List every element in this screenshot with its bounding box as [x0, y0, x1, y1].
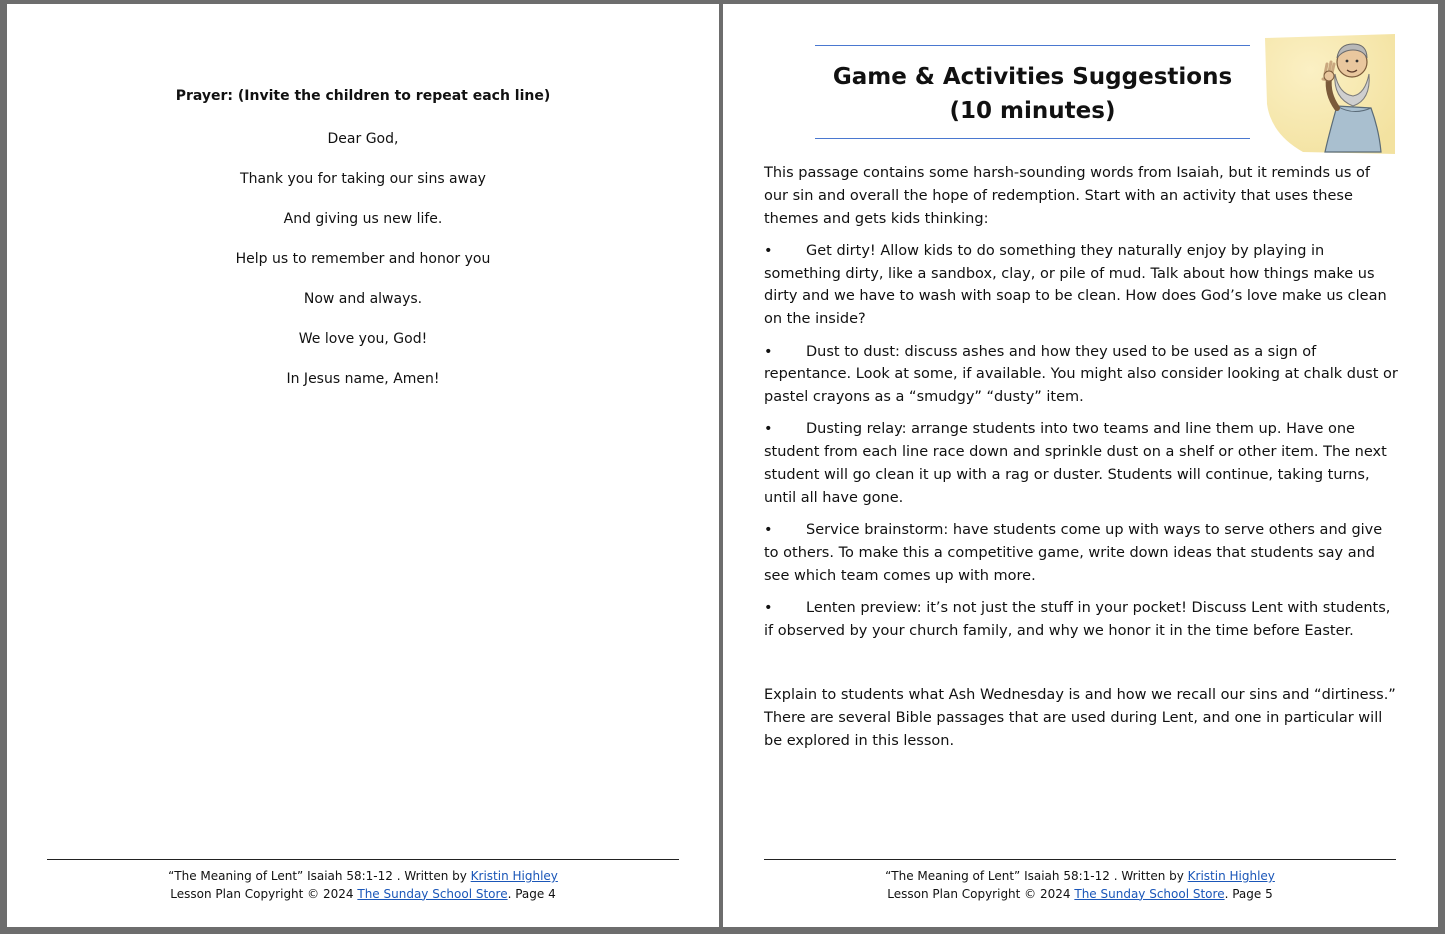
footer-divider: [764, 859, 1396, 860]
activities-content: [764, 162, 1398, 762]
bullet-icon: •: [764, 242, 773, 259]
author-link[interactable]: Kristin Highley: [470, 869, 558, 883]
store-link[interactable]: The Sunday School Store: [357, 886, 508, 901]
list-item-text: Service brainstorm: have students come up with ways to serve others and give to others. To make this a competitive game, write down ideas that students say and see which team comes up with more.: [764, 522, 1383, 584]
closing-paragraph: Explain to students what Ash Wednesday is and how we recall our sins and “dirtiness.” There are several Bible passages that are used during Lent, and one in particular will be explored in this lesson.: [764, 687, 1396, 749]
prayer-heading: Prayer: (Invite the children to repeat each line): [175, 88, 551, 104]
prayer-line: Help us to remember and honor you: [235, 251, 491, 267]
section-title: [815, 60, 1250, 128]
author-link[interactable]: Kristin Highley: [1187, 869, 1275, 883]
footer-line-2: [47, 886, 679, 904]
prayer-line: Thank you for taking our sins away: [240, 171, 486, 187]
footer-copyright: Lesson Plan Copyright © 2024: [170, 886, 358, 901]
page-4: [7, 4, 719, 927]
list-item-text: Get dirty! Allow kids to do something they naturally enjoy by playing in something dirty, like a sandbox, clay, or pile of mud. Talk about how things make us dirty and we have to wash with soap to be clean. How does God’s love make us clean on the inside?: [764, 242, 1387, 328]
title-line-1: Game & Activities Suggestions: [832, 64, 1233, 90]
list-item: [764, 519, 1398, 587]
list-item: [764, 418, 1398, 509]
list-item: [764, 341, 1398, 409]
footer-line-1: [764, 868, 1396, 886]
list-item-text: Lenten preview: it’s not just the stuff in your pocket! Discuss Lent with students, if observed by your church family, and why we honor it in the time before Easter.: [764, 600, 1391, 639]
title-rule-top: [815, 45, 1250, 46]
store-link[interactable]: The Sunday School Store: [1074, 886, 1225, 901]
prayer-line: In Jesus name, Amen!: [286, 371, 440, 387]
prayer-line: And giving us new life.: [283, 211, 443, 227]
list-item-text: Dust to dust: discuss ashes and how they used to be used as a sign of repentance. Look at some, if available. You might also consider looking at chalk dust or pastel crayons as a “smudgy” “dusty” item.: [764, 343, 1398, 406]
bullet-icon: •: [764, 522, 773, 539]
list-item-text: Dusting relay: arrange students into two teams and line them up. Have one student from each line race down and sprinkle dust on a shelf or other item. The next student will go clean it up with a rag or duster. Students will continue, taking turns, until all have gone.: [764, 421, 1387, 506]
footer-divider: [47, 859, 679, 860]
intro-paragraph: This passage contains some harsh-sounding words from Isaiah, but it reminds us of our sin and overall the hope of redemption. Start with an activity that uses these themes and gets kids thinking:: [764, 165, 1370, 227]
title-line-2: (10 minutes): [949, 98, 1116, 124]
footer-credit: “The Meaning of Lent” Isaiah 58:1-12 . Written by: [885, 869, 1188, 883]
page-footer: [47, 868, 679, 903]
footer-line-1: [47, 868, 679, 886]
bullet-icon: •: [764, 600, 773, 617]
bullet-icon: •: [764, 421, 773, 438]
isaiah-illustration: [1263, 34, 1395, 154]
prayer-line: We love you, God!: [298, 331, 428, 347]
prayer-lines: [7, 128, 719, 408]
title-rule-bottom: [815, 138, 1250, 139]
prayer-line: Dear God,: [327, 131, 399, 147]
footer-credit: “The Meaning of Lent” Isaiah 58:1-12 . Written by: [168, 869, 471, 883]
prayer-line: Now and always.: [303, 291, 423, 307]
bullet-icon: •: [764, 343, 773, 360]
page-number: . Page 5: [1224, 886, 1273, 901]
footer-line-2: [764, 886, 1396, 904]
page-number: . Page 4: [507, 886, 556, 901]
spacer: [764, 652, 1398, 684]
footer-copyright: Lesson Plan Copyright © 2024: [887, 886, 1075, 901]
page-footer: [764, 868, 1396, 903]
list-item: [764, 240, 1398, 331]
page-5: [723, 4, 1438, 927]
list-item: [764, 597, 1398, 643]
